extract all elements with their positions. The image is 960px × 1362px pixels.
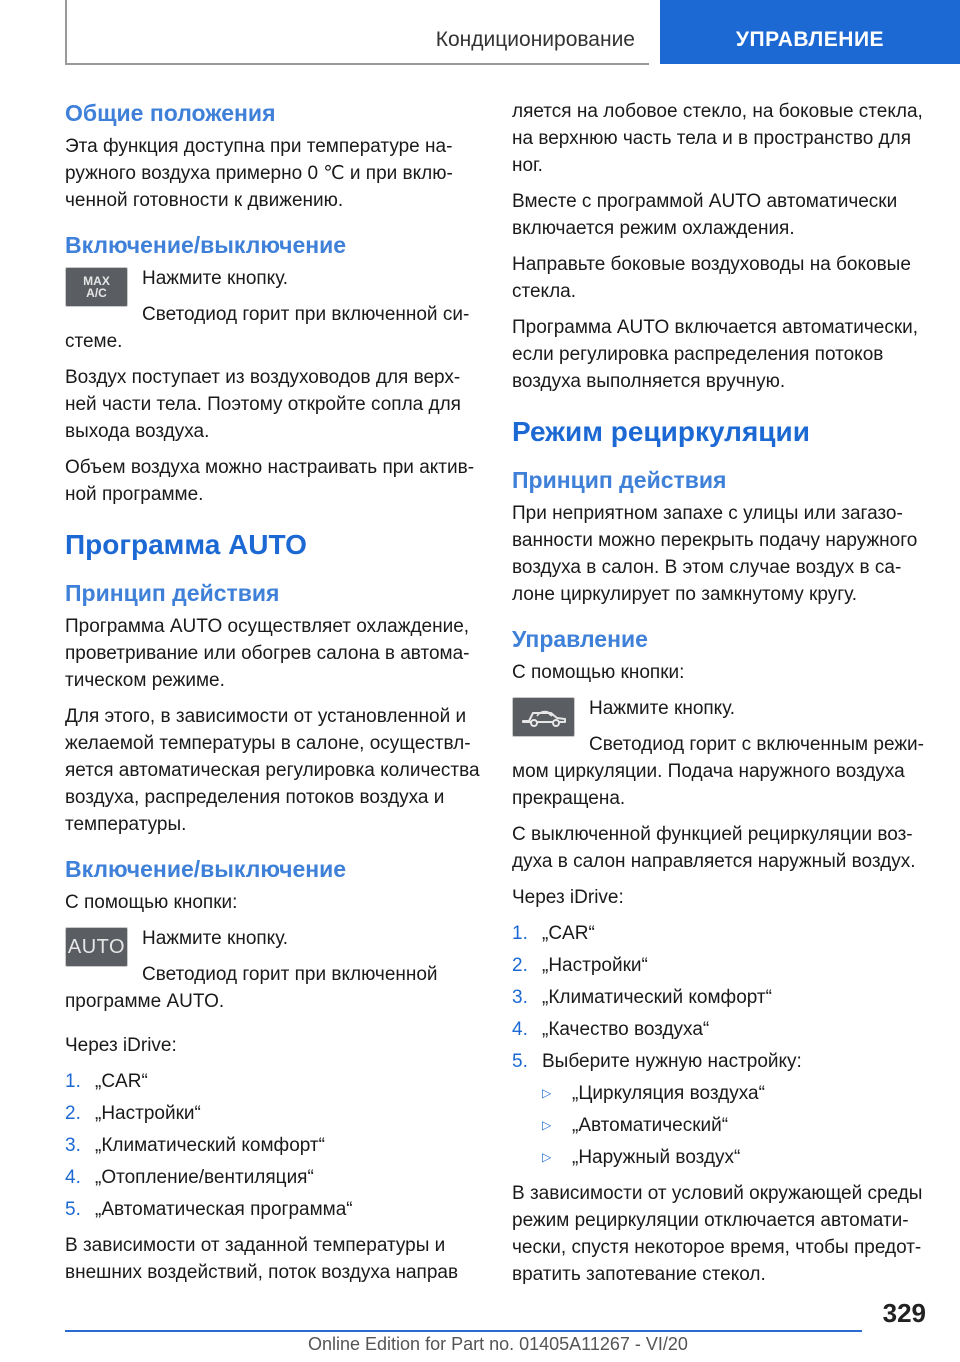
step-text: Выберите нужную настройку: [542, 1051, 802, 1072]
step-number: 4. [65, 1167, 81, 1188]
triangle-bullet-icon: ▷ [542, 1150, 552, 1164]
list-item [65, 1132, 485, 1159]
header-rule-bottom [65, 63, 649, 65]
step-number: 3. [512, 987, 528, 1008]
paragraph: Нажмите кнопку. [589, 698, 736, 719]
paragraph: Светодиод горит при включенной системе. [65, 304, 470, 352]
step-text: „Настройки“ [542, 955, 648, 976]
step-number: 1. [65, 1071, 81, 1092]
step-number: 2. [65, 1103, 81, 1124]
paragraph: Через iDrive: [512, 887, 624, 908]
recirc-block [512, 695, 932, 821]
paragraph: Нажмите кнопку. [142, 268, 289, 289]
list-item [512, 920, 932, 947]
recirculation-car-icon [512, 697, 575, 737]
paragraph: Программа AUTO осуществляет охлаждение, проветривание или обогрев салона в автоматическом режиме. [65, 616, 470, 691]
list-item [65, 1100, 485, 1127]
heading-onoff: Включение/выключение [65, 232, 347, 258]
max-ac-button-icon: MAX A/C [65, 267, 128, 307]
paragraph: Светодиод горит при включенной программе AUTO. [65, 964, 438, 1012]
left-column [65, 98, 485, 1295]
step-number: 4. [512, 1019, 528, 1040]
option-text: „Наружный воздух“ [572, 1147, 741, 1168]
list-item [65, 1068, 485, 1095]
step-number: 2. [512, 955, 528, 976]
heading-general: Общие положения [65, 100, 276, 126]
list-item [542, 1144, 932, 1171]
list-item [542, 1080, 932, 1107]
step-number: 3. [65, 1135, 81, 1156]
heading-principle: Принцип действия [65, 580, 280, 606]
paragraph: Нажмите кнопку. [142, 928, 289, 949]
paragraph: С помощью кнопки: [512, 662, 685, 683]
heading-auto: Программа AUTO [65, 529, 307, 560]
header-section-title: Кондиционирование [435, 28, 635, 51]
auto-button-icon: AUTO [65, 927, 128, 967]
step-text: „CAR“ [95, 1071, 148, 1092]
idrive-steps [512, 920, 932, 1171]
idrive-steps [65, 1068, 485, 1223]
paragraph: В зависимости от заданной температуры и внешних воздействий, поток воздуха направ [65, 1235, 459, 1283]
heading-onoff: Включение/выключение [65, 856, 347, 882]
paragraph: Светодиод горит с включенным режимом циркуляции. Подача наружного воздуха прекращена. [512, 734, 924, 809]
step-number: 5. [512, 1051, 528, 1072]
step-text: „Качество воздуха“ [542, 1019, 710, 1040]
list-item [542, 1112, 932, 1139]
footer-rule [65, 1330, 862, 1332]
option-text: „Циркуляция воздуха“ [572, 1083, 765, 1104]
right-column [512, 98, 932, 1297]
paragraph: Программа AUTO включается автоматически, если регулировка распределения потоков воздуха выполняется вручную. [512, 317, 919, 392]
paragraph: При неприятном запахе с улицы или загазованности можно перекрыть подачу наружного воздуха в салон. В этом случае воздух в салоне циркулирует по замкнутому кругу. [512, 503, 918, 605]
page-number: 329 [882, 1298, 926, 1328]
list-item [512, 1016, 932, 1043]
list-item [512, 984, 932, 1011]
step-text: „Климатический комфорт“ [95, 1135, 325, 1156]
paragraph: Объем воздуха можно настраивать при активной программе. [65, 457, 475, 505]
paragraph: Эта функция доступна при температуре наружного воздуха примерно 0 ℃ и при включенной готовности к движению. [65, 136, 453, 211]
heading-recirculation: Режим рециркуляции [512, 416, 810, 447]
list-item [65, 1196, 485, 1223]
step-number: 1. [512, 923, 528, 944]
maxac-block [65, 265, 485, 364]
paragraph: С выключенной функцией рециркуляции воздуха в салон направляется наружный воздух. [512, 824, 916, 872]
option-text: „Автоматический“ [572, 1115, 729, 1136]
paragraph: Через iDrive: [65, 1035, 177, 1056]
list-item [512, 952, 932, 979]
heading-principle: Принцип действия [512, 467, 727, 493]
step-text: „Климатический комфорт“ [542, 987, 772, 1008]
step-text: „Автоматическая программа“ [95, 1199, 353, 1220]
paragraph: Направьте боковые воздуховоды на боковые стекла. [512, 254, 911, 302]
triangle-bullet-icon: ▷ [542, 1086, 552, 1100]
triangle-bullet-icon: ▷ [542, 1118, 552, 1132]
list-item [512, 1048, 932, 1171]
auto-block [65, 925, 485, 1024]
paragraph: Для этого, в зависимости от установленной и желаемой температуры в салоне, осуществляется автоматическая регулировка количества воздуха, распределения потоков воздуха и температуры. [65, 706, 480, 835]
paragraph: Воздух поступает из воздуховодов для верхней части тела. Поэтому откройте сопла для выхода воздуха. [65, 367, 461, 442]
setting-options [542, 1080, 932, 1171]
paragraph: С помощью кнопки: [65, 892, 238, 913]
paragraph: В зависимости от условий окружающей среды режим рециркуляции отключается автоматически, спустя некоторое время, чтобы предотвратить запотевание стекол. [512, 1183, 923, 1285]
heading-control: Управление [512, 626, 648, 652]
header-chapter-tab: УПРАВЛЕНИЕ [660, 0, 960, 64]
paragraph: Вместе с программой AUTO автоматически включается режим охлаждения. [512, 191, 898, 239]
list-item [65, 1164, 485, 1191]
step-text: „CAR“ [542, 923, 595, 944]
step-number: 5. [65, 1199, 81, 1220]
step-text: „Настройки“ [95, 1103, 201, 1124]
paragraph: ляется на лобовое стекло, на боковые стекла, на верхнюю часть тела и в пространство для ног. [512, 101, 923, 176]
footer-edition: Online Edition for Part no. 01405A11267 - VI/20 [308, 1334, 688, 1354]
step-text: „Отопление/вентиляция“ [95, 1167, 314, 1188]
